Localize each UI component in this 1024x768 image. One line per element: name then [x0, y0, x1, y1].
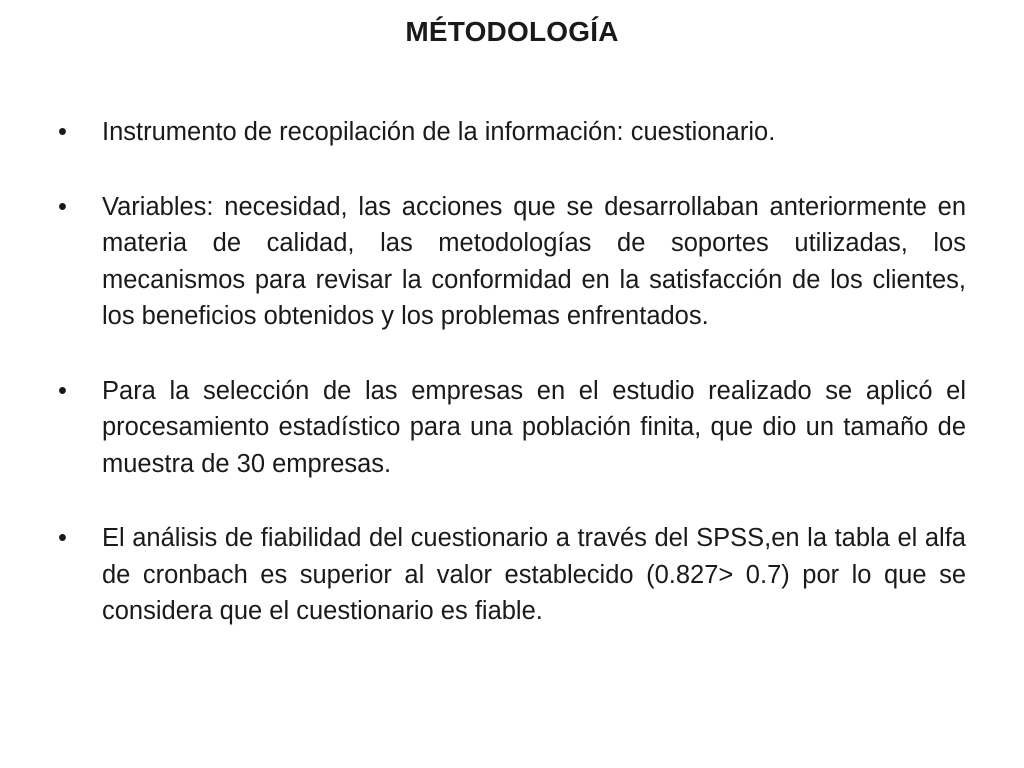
bullet-item-instrument: [58, 114, 966, 151]
bullet-item-reliability: [58, 520, 966, 630]
bullet-text: El análisis de fiabilidad del cuestionario a través del SPSS,en la tabla el alfa de cronbach es superior al valor establecido (0.827> 0.7) por lo que se considera que el cuestionario es fiable.: [102, 524, 966, 625]
bullet-item-variables: [58, 189, 966, 335]
bullet-text: Instrumento de recopilación de la información: cuestionario.: [102, 118, 776, 146]
bullet-icon: •: [58, 118, 67, 146]
bullet-list: [58, 114, 966, 630]
bullet-text: Para la selección de las empresas en el estudio realizado se aplicó el procesamiento estadístico para una población finita, que dio un tamaño de muestra de 30 empresas.: [102, 376, 966, 478]
bullet-icon: •: [58, 192, 67, 221]
slide-title: MÉTODOLOGÍA: [405, 16, 619, 47]
bullet-icon: •: [58, 376, 67, 405]
bullet-item-sample-selection: [58, 373, 966, 483]
bullet-text: Variables: necesidad, las acciones que se desarrollaban anteriormente en materia de calidad, las metodologías de soportes utilizadas, los mecanismos para revisar la conformidad en la satisfacción de los clientes, los beneficios obtenidos y los problemas enfrentados.: [102, 192, 966, 330]
bullet-icon: •: [58, 524, 67, 552]
